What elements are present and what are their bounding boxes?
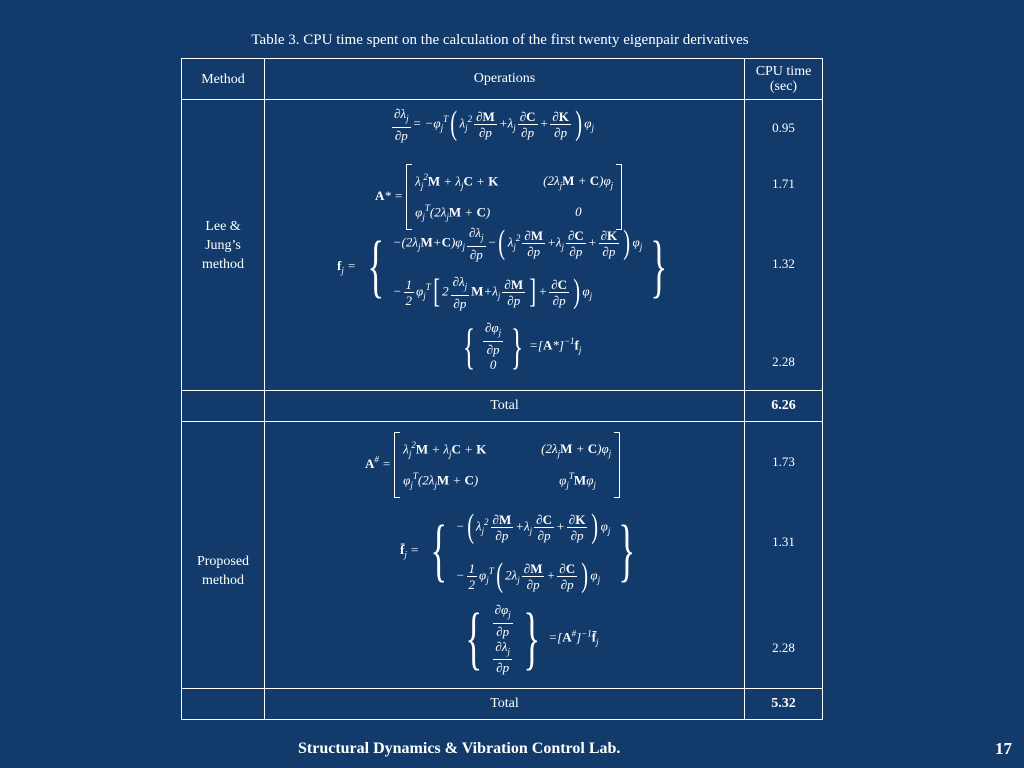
proposed-time-3: 2.28 xyxy=(772,640,795,655)
equation-solve-lee-jung: { $\frac{\partial\varphi_j}{\partial p}$ 0 } $=[A*]^{-1}f_j$ xyxy=(463,318,582,375)
proposed-method xyxy=(182,422,265,689)
proposed-total-value: 5.32 xyxy=(745,689,823,720)
proposed-times xyxy=(745,422,823,689)
proposed-row xyxy=(182,422,823,689)
header-cpu-time xyxy=(745,59,823,100)
table-caption: Table 3. CPU time spent on the calculation of the first twenty eigenpair derivatives xyxy=(251,32,749,48)
equation-f-vector: $f_j$ = { $-(2\lambda_jM+C)\varphi_j$ $\frac{\partial\lambda_j}{\partial p}$ −( $\lambda_j^2$ $\frac{\partial M}{\partial p}$ $+\lambda_j$ $\frac{\partial C}{\partial p}$ + $\frac{\partial K}{\partial p}$ ) $\varphi_j$ − $\frac{1}{2}$ $\varphi_j^T$[ 2 $\frac{\partial\lambda_j}{\partial p}$ $M+\lambda_j$ $\frac{\partial M}{\partial p}$ ] + $\frac{\partial C}{\partial p}$ ) $\varphi_j$ } xyxy=(337,224,668,311)
lee-jung-method-label: Lee & Jung’s method xyxy=(202,218,244,272)
lee-jung-time-2: 1.71 xyxy=(772,176,795,191)
equation-solve-proposed: { $\frac{\partial\varphi_j}{\partial p}$ $\frac{\partial\lambda_j}{\partial p}$ } $=[A^{\#}]^{-1}f̄_j$ xyxy=(465,599,599,677)
equation-eigenvalue-derivative: $\frac{\partial\lambda_j}{\partial p}$ = $-\varphi_j^T$( $\lambda_j^2$ $\frac{\partial M}{\partial p}$ $+\lambda_j$ $\frac{\partial C}{\partial p}$ + $\frac{\partial K}{\partial p}$ ) $\varphi_j$ xyxy=(394,105,594,143)
proposed-method-label: Proposed method xyxy=(196,554,250,588)
equation-a-star-matrix: A* = $\lambda_j^2M + \lambda_jC + K$ $(2\lambda_jM + C)\varphi_j$ $\varphi_j^T(2\lambda_jM + C)$ 0 xyxy=(375,164,622,230)
cpu-time-table xyxy=(181,58,823,720)
lee-jung-time-3: 1.32 xyxy=(772,256,795,271)
footer-lab-title: Structural Dynamics & Vibration Control Lab. xyxy=(298,740,621,757)
table-header-row xyxy=(182,59,823,100)
lee-jung-total-label: Total xyxy=(265,391,745,422)
page-number: 17 xyxy=(995,739,1012,758)
proposed-time-2: 1.31 xyxy=(772,534,795,549)
proposed-operations xyxy=(265,422,745,689)
proposed-time-1: 1.73 xyxy=(772,454,795,469)
lee-jung-time-4: 2.28 xyxy=(772,354,795,369)
proposed-total-row xyxy=(182,689,823,720)
equation-a-sharp-matrix: A# = $\lambda_j^2M + \lambda_jC + K$ $(2\lambda_jM + C)\varphi_j$ $\varphi_j^T(2\lambda_jM + C)$ $\varphi_j^TM\varphi_j$ xyxy=(365,432,620,498)
lee-jung-operations xyxy=(265,100,745,391)
proposed-total-label: Total xyxy=(265,689,745,720)
header-cpu-time-text: CPU time (sec) xyxy=(755,64,812,94)
lee-jung-row xyxy=(182,100,823,391)
header-operations: Operations xyxy=(265,59,745,100)
lee-jung-total-value: 6.26 xyxy=(745,391,823,422)
equation-f-bar-vector: $f̄_j$ = { −( $\lambda_j^2$ $\frac{\partial M}{\partial p}$ $+\lambda_j$ $\frac{\partial C}{\partial p}$ + $\frac{\partial K}{\partial p}$ ) $\varphi_j$ − $\frac{1}{2}$ $\varphi_j^T$( $2\lambda_j$ $\frac{\partial M}{\partial p}$ + $\frac{\partial C}{\partial p}$ ) $\varphi_j$ } xyxy=(400,508,636,595)
proposed-method-spacer xyxy=(182,689,265,720)
lee-jung-time-1: 0.95 xyxy=(772,120,795,135)
header-method: Method xyxy=(182,59,265,100)
lee-jung-times xyxy=(745,100,823,391)
lee-jung-total-row xyxy=(182,391,823,422)
lee-jung-method xyxy=(182,100,265,391)
lee-jung-method-spacer xyxy=(182,391,265,422)
